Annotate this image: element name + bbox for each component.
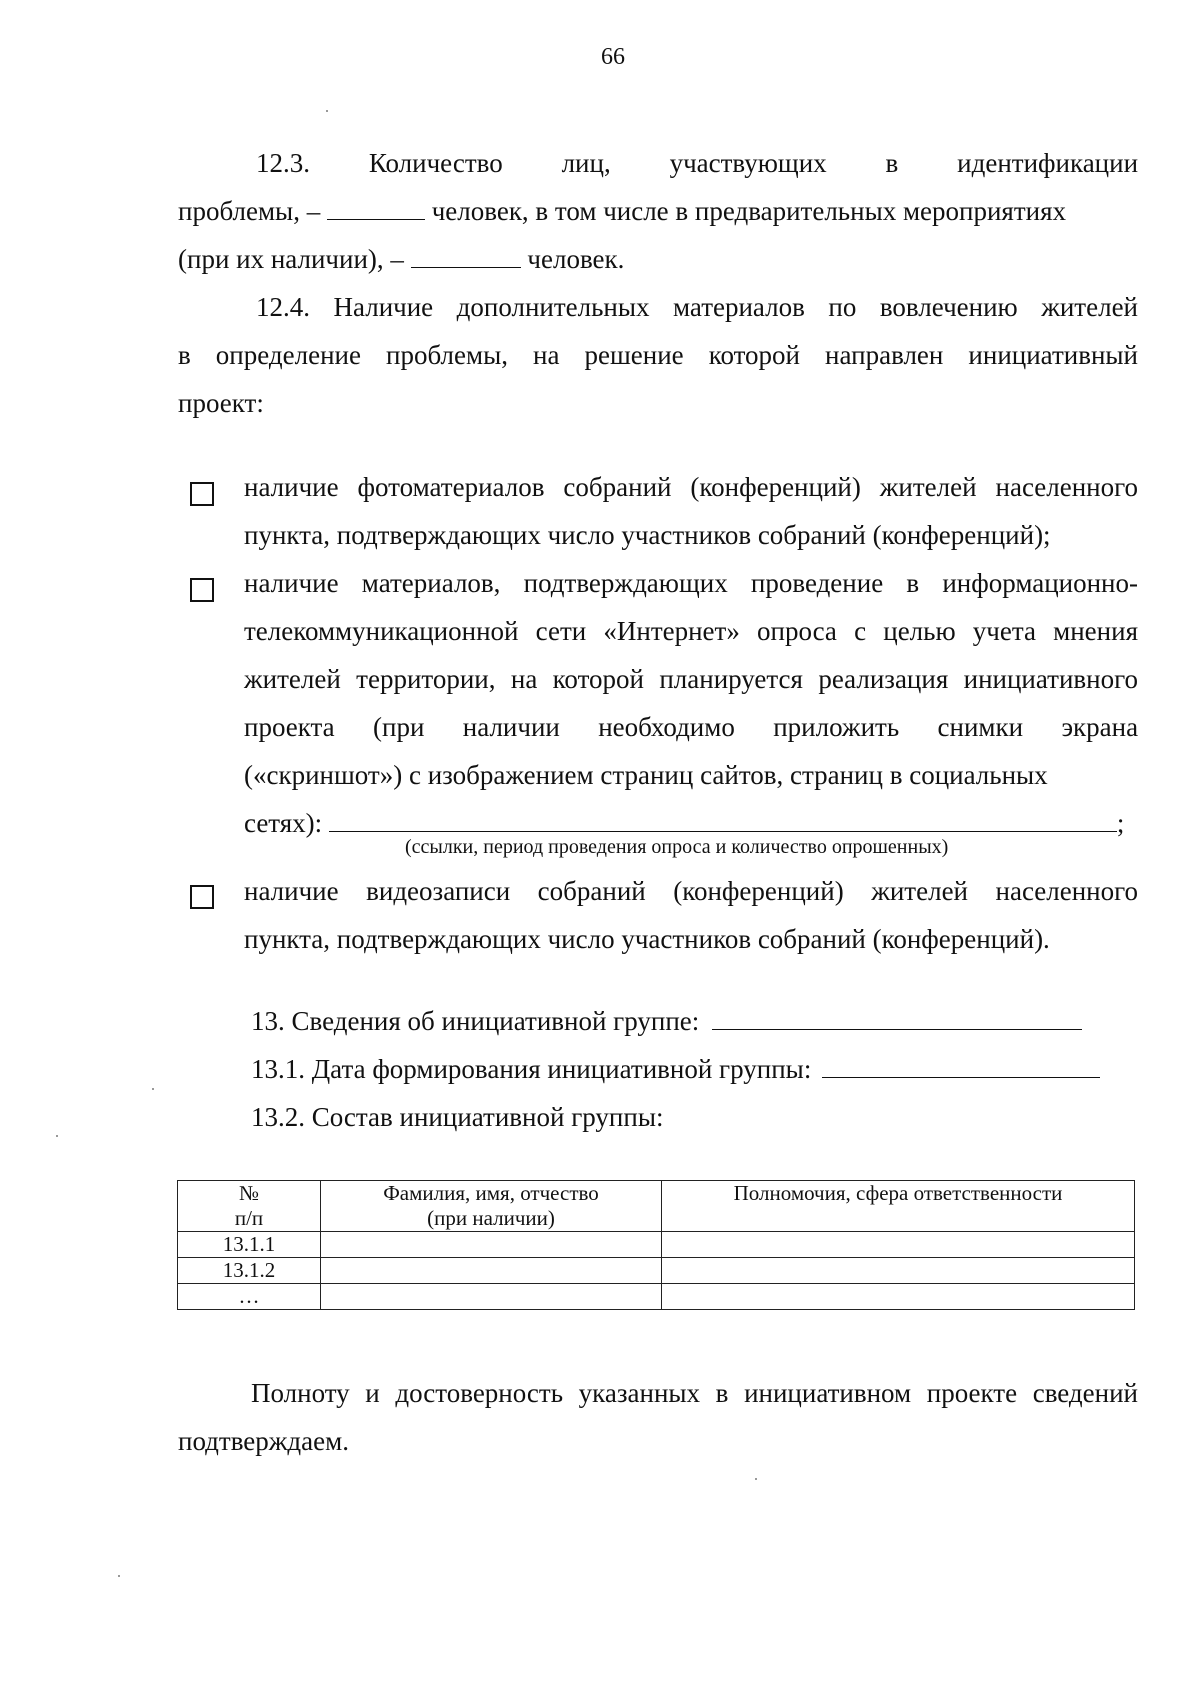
internet-option-line-3: жителей территории, на которой планируется реализация инициативного — [244, 664, 1138, 694]
table-row — [178, 1258, 1135, 1284]
header-text: № — [238, 1181, 260, 1205]
text-word: Количество — [368, 148, 503, 178]
photo-option-line-1: наличие фотоматериалов собраний (конференций) жителей населенного — [244, 472, 1138, 502]
role-column-header — [662, 1181, 1135, 1232]
text-word: идентификации — [957, 148, 1139, 178]
header-text: (при наличии) — [427, 1206, 555, 1230]
member-role-cell[interactable] — [662, 1258, 1135, 1284]
internet-option-line-2: телекоммуникационной сети «Интернет» опроса с целью учета мнения — [244, 616, 1138, 646]
video-option-line-1: наличие видеозаписи собраний (конференций) жителей населенного — [244, 876, 1138, 906]
closing-line-1: Полноту и достоверность указанных в инициативном проекте сведений — [251, 1378, 1138, 1408]
section-12-3-line-3 — [178, 243, 624, 275]
text-word: участвующих — [669, 148, 827, 178]
section-12-4-line-2: в определение проблемы, на решение которой направлен инициативный — [178, 340, 1138, 370]
text-fragment: человек, в том числе в предварительных мероприятиях — [431, 196, 1067, 226]
group-formation-date-blank[interactable] — [822, 1076, 1100, 1078]
row-number-cell: 13.1.1 — [178, 1232, 321, 1258]
internet-option-line-1: наличие материалов, подтверждающих проведение в информационно- — [244, 568, 1138, 598]
closing-line-2: подтверждаем. — [178, 1426, 349, 1456]
member-name-cell[interactable] — [321, 1232, 662, 1258]
internet-links-caption: (ссылки, период проведения опроса и количество опрошенных) — [405, 836, 949, 858]
section-12-4-line-3: проект: — [178, 388, 264, 418]
internet-option-line-5: («скриншот») с изображением страниц сайтов, страниц в социальных — [244, 760, 1048, 790]
text-word: необходимо — [598, 712, 735, 742]
initiative-group-info-blank[interactable] — [712, 1028, 1082, 1030]
text-word: экрана — [1061, 712, 1139, 742]
preliminary-events-count-blank[interactable] — [411, 266, 521, 268]
text-word: (при — [373, 712, 425, 742]
participants-count-blank[interactable] — [327, 218, 425, 220]
text-word: снимки — [937, 712, 1024, 742]
member-role-cell[interactable] — [662, 1284, 1135, 1310]
section-13-line — [251, 1005, 1082, 1037]
internet-option-line-6 — [244, 807, 1124, 839]
section-12-4-line-1: 12.4. Наличие дополнительных материалов по вовлечению жителей — [256, 292, 1138, 322]
section-12-3-line-1 — [256, 147, 1138, 179]
video-option-line-2: пункта, подтверждающих число участников собраний (конференций). — [244, 924, 1050, 954]
member-role-cell[interactable] — [662, 1232, 1135, 1258]
scan-speck — [56, 1135, 58, 1137]
page-number: 66 — [601, 44, 625, 70]
member-name-cell[interactable] — [321, 1258, 662, 1284]
header-text: Полномочия, сфера ответственности — [733, 1181, 1063, 1205]
text-fragment: 13.1. Дата формирования инициативной группы: — [251, 1054, 812, 1084]
row-number-cell: … — [178, 1284, 321, 1310]
text-word: лиц, — [561, 148, 611, 178]
scan-speck — [152, 1088, 154, 1090]
row-number-cell: 13.1.2 — [178, 1258, 321, 1284]
member-name-cell[interactable] — [321, 1284, 662, 1310]
scan-speck — [118, 1575, 120, 1577]
internet-survey-checkbox[interactable] — [190, 578, 214, 602]
video-recording-checkbox[interactable] — [190, 885, 214, 909]
section-13-1-line — [251, 1053, 1100, 1085]
text-fragment: (при их наличии), – — [178, 244, 404, 274]
photo-materials-checkbox[interactable] — [190, 482, 214, 506]
scan-speck — [755, 1478, 757, 1480]
text-fragment: 13. Сведения об инициативной группе: — [251, 1006, 700, 1036]
text-word: в — [885, 148, 899, 178]
header-text: п/п — [234, 1206, 264, 1230]
photo-option-line-2: пункта, подтверждающих число участников собраний (конференций); — [244, 520, 1051, 550]
text-fragment: ; — [1116, 808, 1125, 838]
text-word: проекта — [244, 712, 335, 742]
text-word: приложить — [773, 712, 900, 742]
table-header-row — [178, 1181, 1135, 1232]
internet-option-line-4 — [244, 711, 1138, 743]
table-row — [178, 1232, 1135, 1258]
text-fragment: сетях): — [244, 808, 323, 838]
section-12-3-number: 12.3. — [256, 148, 310, 178]
text-word: наличии — [462, 712, 560, 742]
number-column-header — [178, 1181, 321, 1232]
section-13-2-line: 13.2. Состав инициативной группы: — [251, 1102, 664, 1132]
header-text: Фамилия, имя, отчество — [383, 1181, 599, 1205]
text-fragment: проблемы, – — [178, 196, 321, 226]
initiative-group-table — [177, 1180, 1135, 1310]
scan-speck — [326, 110, 328, 112]
internet-links-blank[interactable] — [329, 830, 1117, 832]
text-fragment: человек. — [527, 244, 625, 274]
name-column-header — [321, 1181, 662, 1232]
table-row — [178, 1284, 1135, 1310]
section-12-3-line-2 — [178, 195, 1066, 227]
